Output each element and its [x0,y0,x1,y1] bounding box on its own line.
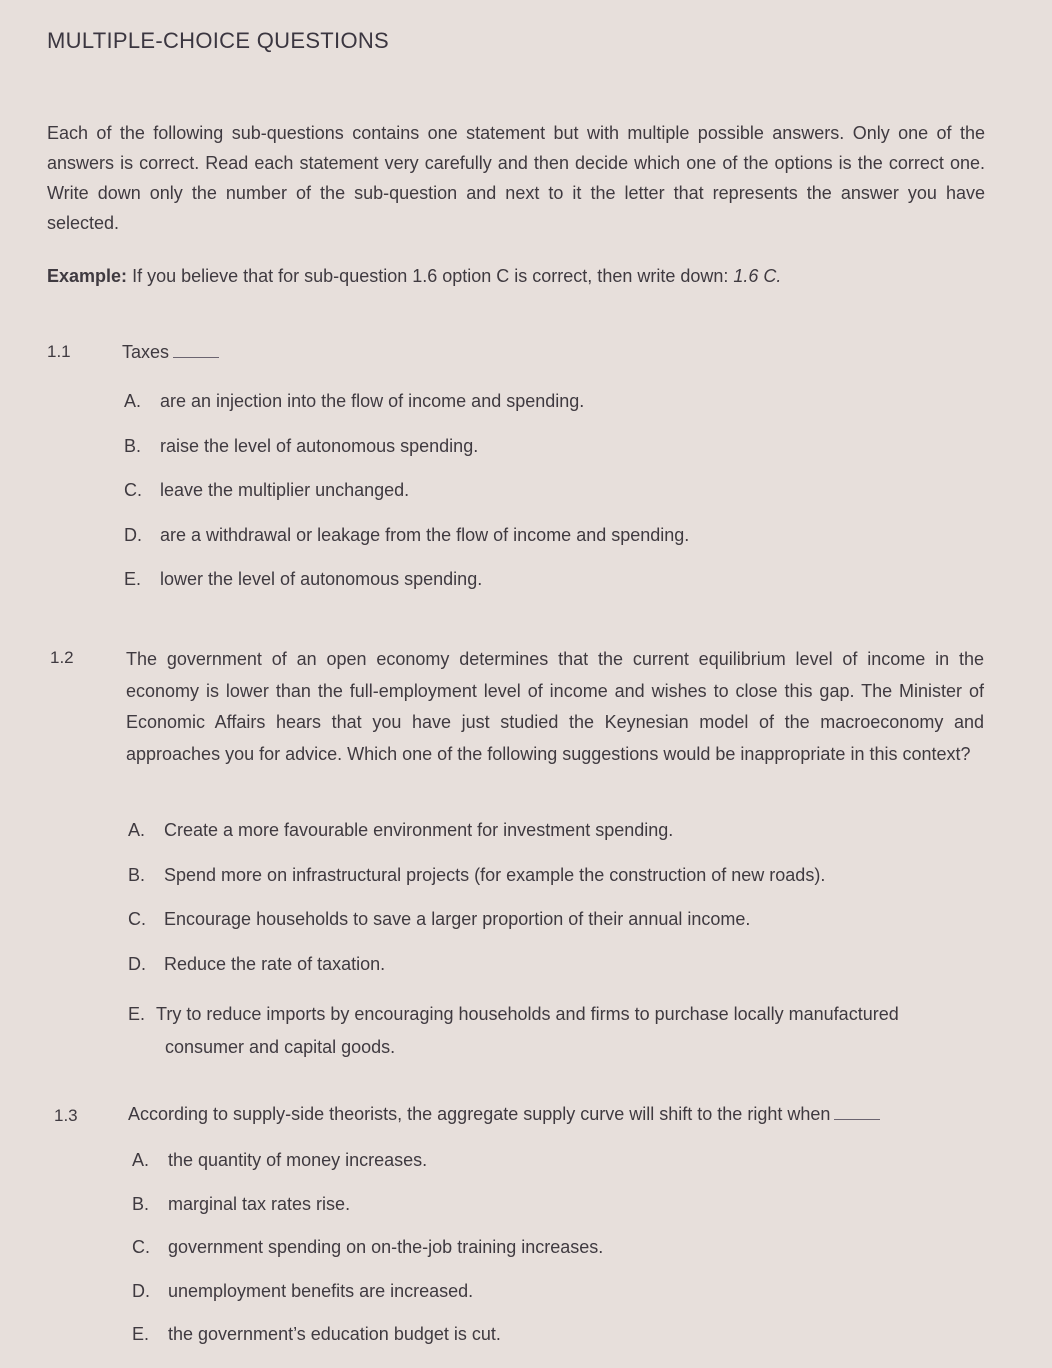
question-stem-text: Taxes [122,342,170,362]
option-letter: B. [128,864,146,885]
option-letter: B. [132,1193,150,1214]
option-item [132,1281,603,1325]
option-letter: C. [124,480,142,500]
option-item [124,480,689,525]
option-letter: C. [132,1237,150,1257]
option-letter: A. [132,1150,150,1170]
option-item [124,391,689,436]
option-item [128,820,988,865]
example-line [47,266,781,287]
example-label: Example: [47,266,128,286]
option-text: Try to reduce imports by encouraging households and firms to purchase locally manufactured [156,1004,899,1024]
question-stem [128,1104,880,1125]
option-text: Reduce the rate of taxation. [164,953,386,974]
question-stem [122,342,219,363]
answer-blank [834,1119,880,1120]
question-number: 1.2 [50,648,74,667]
option-text: government spending on on-the-job training increases. [168,1237,604,1257]
option-text: are a withdrawal or leakage from the flow of income and spending. [160,524,690,545]
option-item [132,1237,603,1281]
option-list [128,820,988,1057]
option-text: the government’s education budget is cut. [168,1324,501,1344]
example-text: If you believe that for sub-question 1.6 option C is correct, then write down: [132,266,729,286]
question-stem: The government of an open economy determines that the current equilibrium level of income in the economy is lower than the full-employment level of income and wishes to close this gap. The Minister of Economic Affairs hears that you have just studied the Keynesian model of the macroeconomy and approaches you for advice. Which one of the following suggestions would be inappropriate in this context? [126,649,984,764]
section-title: MULTIPLE-CHOICE QUESTIONS [47,28,390,53]
option-item [132,1150,603,1194]
option-text: Spend more on infrastructural projects (for example the construction of new roads). [164,864,826,885]
option-letter: A. [128,820,146,840]
option-list [132,1150,603,1368]
question-number: 1.1 [47,342,71,361]
option-text: unemployment benefits are increased. [168,1280,474,1301]
option-text: Create a more favourable environment for investment spending. [164,820,674,840]
option-text: marginal tax rates rise. [168,1193,351,1214]
question-number: 1.3 [54,1106,78,1125]
example-answer: 1.6 C. [733,266,782,286]
option-letter: E. [124,569,142,589]
option-list [124,391,689,614]
option-text: lower the level of autonomous spending. [160,569,483,589]
option-item [124,436,689,481]
option-text: leave the multiplier unchanged. [160,480,410,500]
option-item [128,865,988,910]
option-item [128,909,988,954]
option-text: the quantity of money increases. [168,1150,428,1170]
option-letter: E. [128,1004,146,1024]
option-letter: D. [132,1280,150,1301]
option-text: are an injection into the flow of income and spending. [160,391,585,411]
option-item [132,1194,603,1238]
question-stem-text: According to supply-side theorists, the aggregate supply curve will shift to the right when [128,1104,831,1124]
option-text: Encourage households to save a larger proportion of their annual income. [164,909,751,929]
option-text-continued: consumer and capital goods. [165,1037,396,1057]
option-letter: D. [128,953,146,974]
option-item [128,998,988,1057]
option-item [128,954,988,999]
option-letter: D. [124,524,142,545]
option-letter: E. [132,1324,150,1344]
option-item [124,569,689,614]
answer-blank [173,357,219,358]
instructions-paragraph: Each of the following sub-questions contains one statement but with multiple possible answers. Only one of the answers is correct. Read each statement very carefully and then decide which one of the options is the correct one. Write down only the number of the sub-question and next to it the letter that represents the answer you have selected. [47,123,985,233]
option-text: raise the level of autonomous spending. [160,435,479,456]
option-letter: C. [128,909,146,929]
option-letter: A. [124,391,142,411]
option-item [124,525,689,570]
option-letter: B. [124,435,142,456]
